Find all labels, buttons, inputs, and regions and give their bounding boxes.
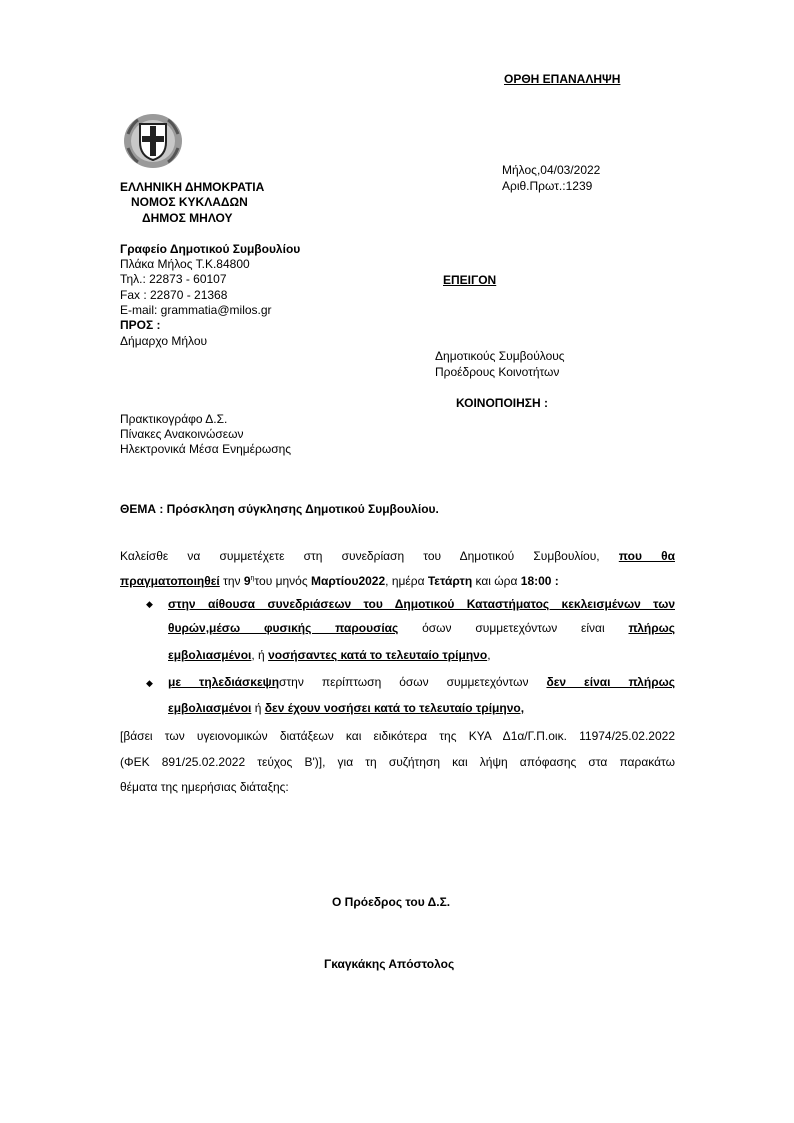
to-label: ΠΡΟΣ :: [120, 318, 161, 332]
body-text: στην περίπτωση όσων συμμετεχόντων: [279, 675, 547, 689]
bullet-icon: ◆: [146, 599, 153, 609]
body-line: [120, 729, 675, 743]
body-line: [120, 549, 675, 563]
protocol-number: Αριθ.Πρωτ.:1239: [502, 179, 593, 193]
cc-label: ΚΟΙΝΟΠΟΙΗΣΗ :: [456, 396, 548, 410]
body-text: ,: [487, 648, 491, 662]
body-text: θέματα της ημερήσιας διάταξης:: [120, 780, 289, 794]
sender-address: Πλάκα Μήλος Τ.Κ.84800: [120, 257, 250, 271]
body-text-emphasis: δεν έχουν νοσήσει κατά το τελευταίο τρίμηνο,: [264, 701, 525, 715]
urgent-label: ΕΠΕΙΓΟΝ: [443, 273, 497, 287]
subject-line: ΘΕΜΑ : Πρόσκληση σύγκλησης Δημοτικού Συμβουλίου.: [120, 502, 439, 516]
sender-fax: Fax : 22870 - 21368: [120, 288, 228, 302]
signature-name: Γκαγκάκης Απόστολος: [324, 957, 455, 971]
body-text-bold: Μαρτίου2022: [310, 574, 386, 588]
sender-municipality: ΔΗΜΟΣ ΜΗΛΟΥ: [142, 211, 233, 225]
body-text-bold: 9: [243, 574, 251, 588]
body-text: και ώρα: [472, 574, 521, 588]
body-text-emphasis: εμβολιασμένοι: [168, 648, 252, 662]
body-text: του μηνός: [254, 574, 311, 588]
body-text-emphasis: πραγματοποιηθεί: [120, 574, 220, 588]
body-text-emphasis: δεν είναι πλήρως: [546, 675, 675, 689]
body-text-bold: Τετάρτη: [427, 574, 473, 588]
bullet-line: [168, 701, 675, 715]
sender-phone: Τηλ.: 22873 - 60107: [120, 272, 227, 286]
body-text-emphasis: θυρών,μέσω φυσικής παρουσίας: [168, 621, 399, 635]
body-text-bold: 18:00 :: [520, 574, 559, 588]
recipient-mayor: Δήμαρχο Μήλου: [120, 334, 208, 348]
cc-item: Πίνακες Ανακοινώσεων: [120, 427, 244, 441]
body-line: [120, 572, 675, 588]
body-text: (ΦΕΚ 891/25.02.2022 τεύχος Β')], για τη συζήτηση και λήψη απόφασης στα παρακάτω: [120, 755, 675, 769]
place-date: Μήλος,04/03/2022: [502, 163, 601, 177]
recipient-councillors: Δημοτικούς Συμβούλους: [435, 349, 565, 363]
cc-item: Πρακτικογράφο Δ.Σ.: [120, 412, 228, 426]
body-text: Καλείσθε να συμμετέχετε στη συνεδρίαση του Δημοτικού Συμβουλίου,: [120, 549, 600, 563]
sender-prefecture: ΝΟΜΟΣ ΚΥΚΛΑΔΩΝ: [131, 195, 248, 209]
body-line: [120, 755, 675, 769]
bullet-line: [168, 621, 675, 635]
body-text: , ημέρα: [385, 574, 428, 588]
bullet-line: [168, 675, 675, 689]
sender-office: Γραφείο Δημοτικού Συμβουλίου: [120, 242, 301, 256]
body-text: , ή: [251, 648, 269, 662]
body-text-emphasis: πλήρως: [628, 621, 675, 635]
signature-title: Ο Πρόεδρος του Δ.Σ.: [332, 895, 451, 909]
body-text: όσων συμμετεχόντων είναι: [398, 621, 629, 635]
body-text-emphasis: στην αίθουσα συνεδριάσεων του Δημοτικού Καταστήματος κεκλεισμένων των: [168, 597, 675, 611]
header-note: ΟΡΘΗ ΕΠΑΝΑΛΗΨΗ: [504, 72, 621, 86]
ordinal-suffix: η: [250, 575, 255, 582]
body-text: την: [219, 574, 244, 588]
body-text-emphasis: με τηλεδιάσκεψη: [168, 675, 280, 689]
bullet-line: [168, 597, 675, 611]
cc-item: Ηλεκτρονικά Μέσα Ενημέρωσης: [120, 442, 292, 456]
sender-email: E-mail: grammatia@milos.gr: [120, 303, 272, 317]
body-text-emphasis: εμβολιασμένοι: [168, 701, 252, 715]
body-text: [βάσει των υγειονομικών διατάξεων και ειδικότερα της ΚΥΑ Δ1α/Γ.Π.οικ. 11974/25.02.2022: [120, 729, 675, 743]
sender-country: ΕΛΛΗΝΙΚΗ ΔΗΜΟΚΡΑΤΙΑ: [120, 180, 265, 194]
body-line: [120, 780, 675, 794]
body-text-emphasis: που θα: [618, 549, 675, 563]
recipient-community-presidents: Προέδρους Κοινοτήτων: [435, 365, 560, 379]
body-text: ή: [251, 701, 265, 715]
bullet-icon: ◆: [146, 678, 153, 688]
body-text-emphasis: νοσήσαντες κατά το τελευταίο τρίμηνο: [268, 648, 488, 662]
coat-of-arms-emblem: [122, 112, 184, 170]
bullet-line: [168, 648, 675, 662]
